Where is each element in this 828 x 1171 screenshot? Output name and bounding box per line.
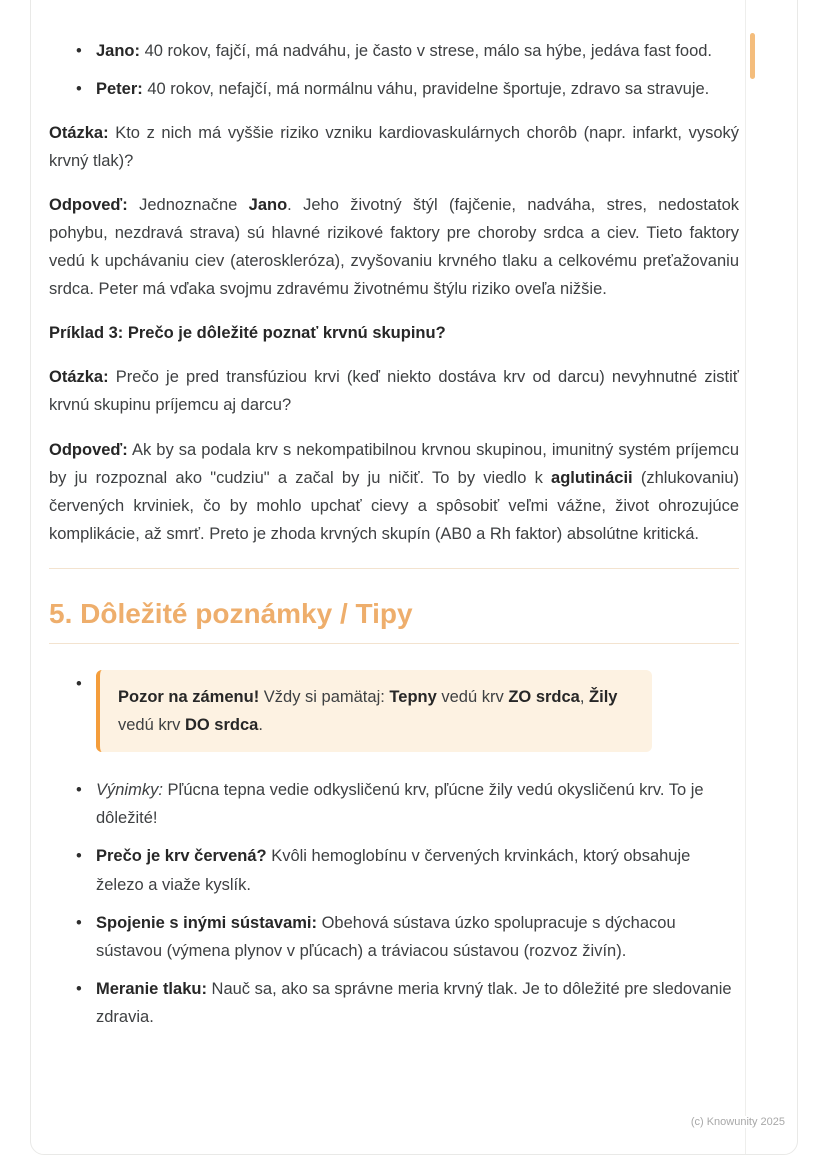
heading-divider [49, 643, 739, 644]
text-segment: (zhlukovaniu) červených krviniek, čo by mohlo upchať cievy a spôsobiť veľmi vážne, život ohrozujúce komplikácie, až smrť. Preto je zhoda krvných skupín (AB0 a Rh faktor) absolútne kritická. [49, 468, 739, 543]
list-item [49, 975, 739, 1031]
text-segment: Jano: [96, 42, 141, 60]
text-segment: ZO srdca [508, 688, 580, 707]
example-3-heading: Príklad 3: Prečo je dôležité poznať krvnú skupinu? [49, 324, 446, 343]
text-segment: Odpoveď: [49, 196, 128, 215]
answer-2-paragraph [49, 436, 739, 548]
text-segment: Meranie tlaku: [96, 979, 207, 998]
text-segment: Žily [589, 688, 618, 707]
text-segment: Prečo je pred transfúziou krvi (keď niekto dostáva krv od darcu) nevyhnutné zistiť krvnú skupinu príjemcu aj darcu? [49, 368, 739, 415]
document-card [30, 0, 798, 1155]
text-segment: vedú krv [118, 716, 185, 735]
text-segment: , [579, 688, 590, 707]
text-segment: Pľúcna tepna vedie odkysličenú krv, pľúcne žily vedú okysličenú krv. To je dôležité! [96, 781, 704, 828]
text-segment: vedú krv [436, 688, 509, 707]
text-segment: . Jeho životný štýl (fajčenie, nadváha, stres, nedostatok pohybu, nezdravá strava) sú hlavné rizikové faktory pre choroby srdca a ciev. Tieto faktory vedú k upchávaniu ciev (ateroskleróza), zvyšovaniu krvného tlaku a celkovému preťažovaniu srdca. Peter má vďaka svojmu zdravému životnému štýlu riziko oveľa nižšie. [49, 196, 739, 299]
list-item [49, 842, 739, 898]
section-divider [49, 568, 739, 569]
section-5-heading: 5. Dôležité poznámky / Tipy [49, 597, 413, 629]
text-segment: DO srdca [184, 716, 259, 735]
text-segment: Jednoznačne [127, 196, 249, 215]
callout-text [118, 688, 617, 734]
warning-callout [96, 670, 652, 752]
text-segment: Výnimky: [96, 781, 163, 800]
person-peter-text [96, 80, 709, 98]
text-segment: . [258, 716, 263, 735]
text-segment: Kto z nich má vyššie riziko vzniku kardiovaskulárnych chorôb (napr. infarkt, vysoký krvný tlak)? [49, 124, 739, 171]
list-item [49, 37, 739, 65]
text-segment: Odpoveď: [49, 440, 128, 459]
list-item [49, 909, 739, 965]
tip-blood-pressure-text [96, 980, 732, 1026]
question-1-paragraph [49, 119, 739, 175]
text-segment: Pozor na zámenu! [118, 688, 260, 707]
text-segment: 40 rokov, nefajčí, má normálnu váhu, pravidelne športuje, zdravo sa stravuje. [142, 80, 710, 99]
person-jano-text [96, 42, 712, 60]
text-segment: Prečo je krv červená? [96, 847, 267, 866]
content-right-border [745, 0, 746, 1154]
text-segment: Jano [248, 196, 288, 215]
text-segment: Otázka: [49, 124, 109, 143]
text-segment: Tepny [389, 688, 437, 707]
list-item [49, 776, 739, 832]
text-segment: aglutinácii [551, 468, 633, 487]
text-segment: Peter: [96, 80, 143, 99]
text-segment: Spojenie s inými sústavami: [96, 913, 317, 932]
text-segment: Ak by sa podala krv s nekompatibilnou krvnou skupinou, imunitný systém príjemcu by ju rozpoznal ako "cudziu" a začal by ju ničiť. To by viedlo k [49, 440, 739, 487]
scrollbar-thumb[interactable] [750, 33, 755, 79]
text-segment: Otázka: [49, 368, 109, 387]
tips-list [49, 670, 739, 1030]
question-2-paragraph [49, 363, 739, 419]
tip-other-systems-text [96, 914, 676, 960]
list-item [49, 75, 739, 103]
text-segment: 40 rokov, fajčí, má nadváhu, je často v strese, málo sa hýbe, jedáva fast food. [140, 42, 713, 60]
example-persons-list [49, 37, 739, 103]
list-item-callout [49, 670, 739, 752]
copyright-footer: (c) Knowunity 2025 [687, 1116, 785, 1128]
tip-exceptions-text [96, 781, 704, 827]
text-segment: Vždy si pamätaj: [259, 688, 390, 707]
answer-1-paragraph [49, 191, 739, 303]
document-content [49, 37, 739, 1041]
text-segment: Obehová sústava úzko spolupracuje s dýchacou sústavou (výmena plynov v pľúcach) a tráviacou sústavou (rozvoz živín). [96, 913, 676, 960]
text-segment: Nauč sa, ako sa správne meria krvný tlak. Je to dôležité pre sledovanie zdravia. [96, 979, 732, 1026]
tip-blood-red-text [96, 847, 690, 893]
text-segment: Kvôli hemoglobínu v červených krvinkách, ktorý obsahuje železo a viaže kyslík. [96, 847, 691, 894]
